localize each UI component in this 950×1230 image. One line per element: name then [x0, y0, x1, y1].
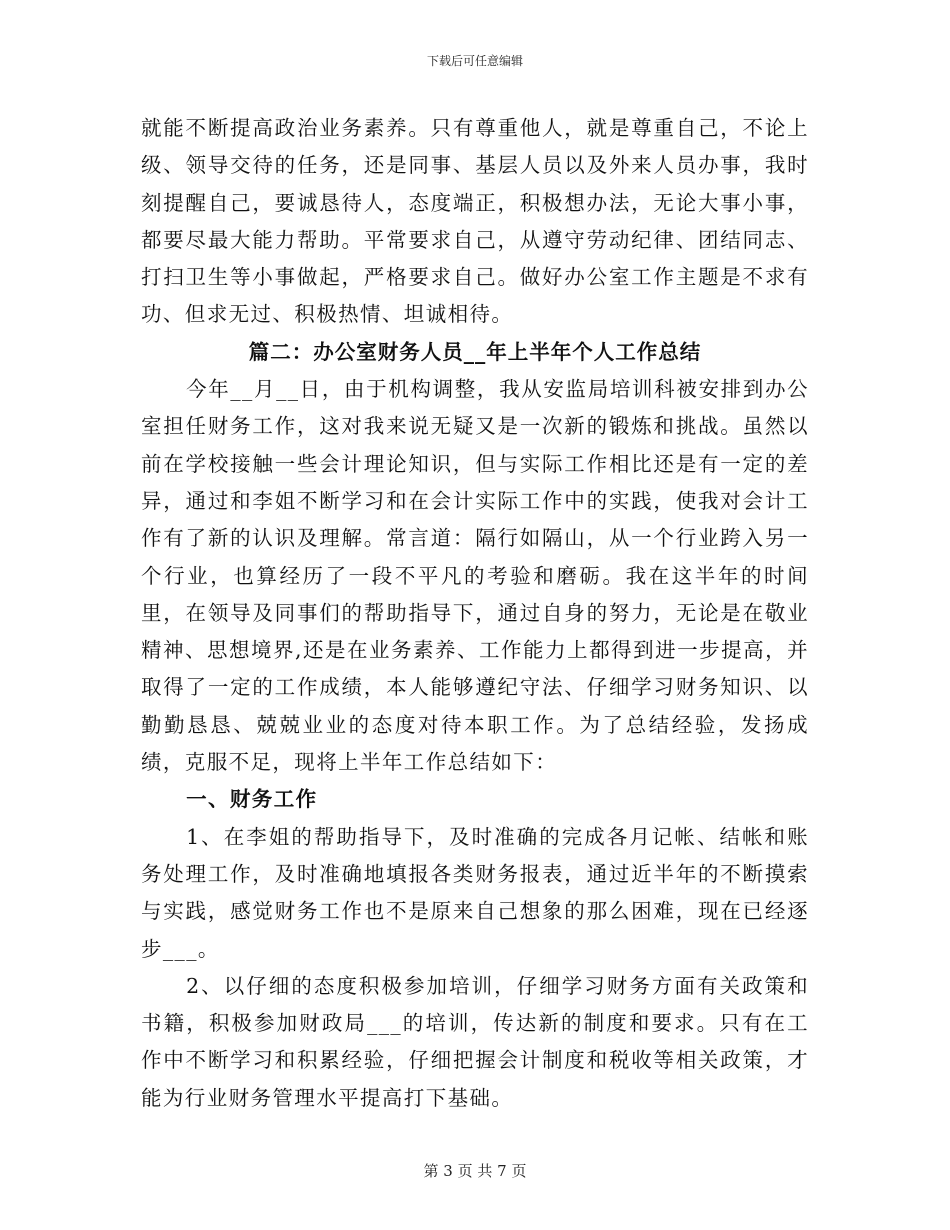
document-body — [141, 110, 809, 1117]
list-item-2: 2、以仔细的态度积极参加培训，仔细学习财务方面有关政策和书籍，积极参加财政局___的培训，传达新的制度和要求。只有在工作中不断学习和积累经验，仔细把握会计制度和税收等相关政策，才能为行业财务管理水平提高打下基础。 — [141, 973, 809, 1110]
section-title: 篇二：办公室财务人员__年上半年个人工作总结 — [248, 339, 702, 364]
paragraph-intro: 今年__月__日，由于机构调整，我从安监局培训科被安排到办公室担任财务工作，这对我来说无疑又是一次新的锻炼和挑战。虽然以前在学校接触一些会计理论知识，但与实际工作相比还是有一定的差异，通过和李姐不断学习和在会计实际工作中的实践，使我对会计工作有了新的认识及理解。常言道：隔行如隔山，从一个行业跨入另一个行业，也算经历了一段不平凡的考验和磨砺。我在这半年的时间里，在领导及同事们的帮助指导下，通过自身的努力，无论是在敬业精神、思想境界,还是在业务素养、工作能力上都得到进一步提高，并取得了一定的工作成绩，本人能够遵纪守法、仔细学习财务知识、以勤勤恳恳、兢兢业业的态度对待本职工作。为了总结经验，发扬成绩，克服不足，现将上半年工作总结如下： — [141, 377, 809, 775]
header-note: 下载后可任意编辑 — [426, 54, 523, 68]
page-indicator: 第 3 页 共 7 页 — [423, 1162, 527, 1180]
paragraph-continued: 就能不断提高政治业务素养。只有尊重他人，就是尊重自己，不论上级、领导交待的任务，还是同事、基层人员以及外来人员办事，我时刻提醒自己，要诚恳待人，态度端正，积极想办法，无论大事小事，都要尽最大能力帮助。平常要求自己，从遵守劳动纪律、团结同志、打扫卫生等小事做起，严格要求自己。做好办公室工作主题是不求有功、但求无过、积极热情、坦诚相待。 — [141, 116, 809, 327]
section-heading: 一、财务工作 — [186, 787, 318, 812]
list-item-1: 1、在李姐的帮助指导下，及时准确的完成各月记帐、结帐和账务处理工作，及时准确地填报各类财务报表，通过近半年的不断摸索与实践，感觉财务工作也不是原来自己想象的那么困难，现在已经逐步___。 — [141, 824, 809, 961]
